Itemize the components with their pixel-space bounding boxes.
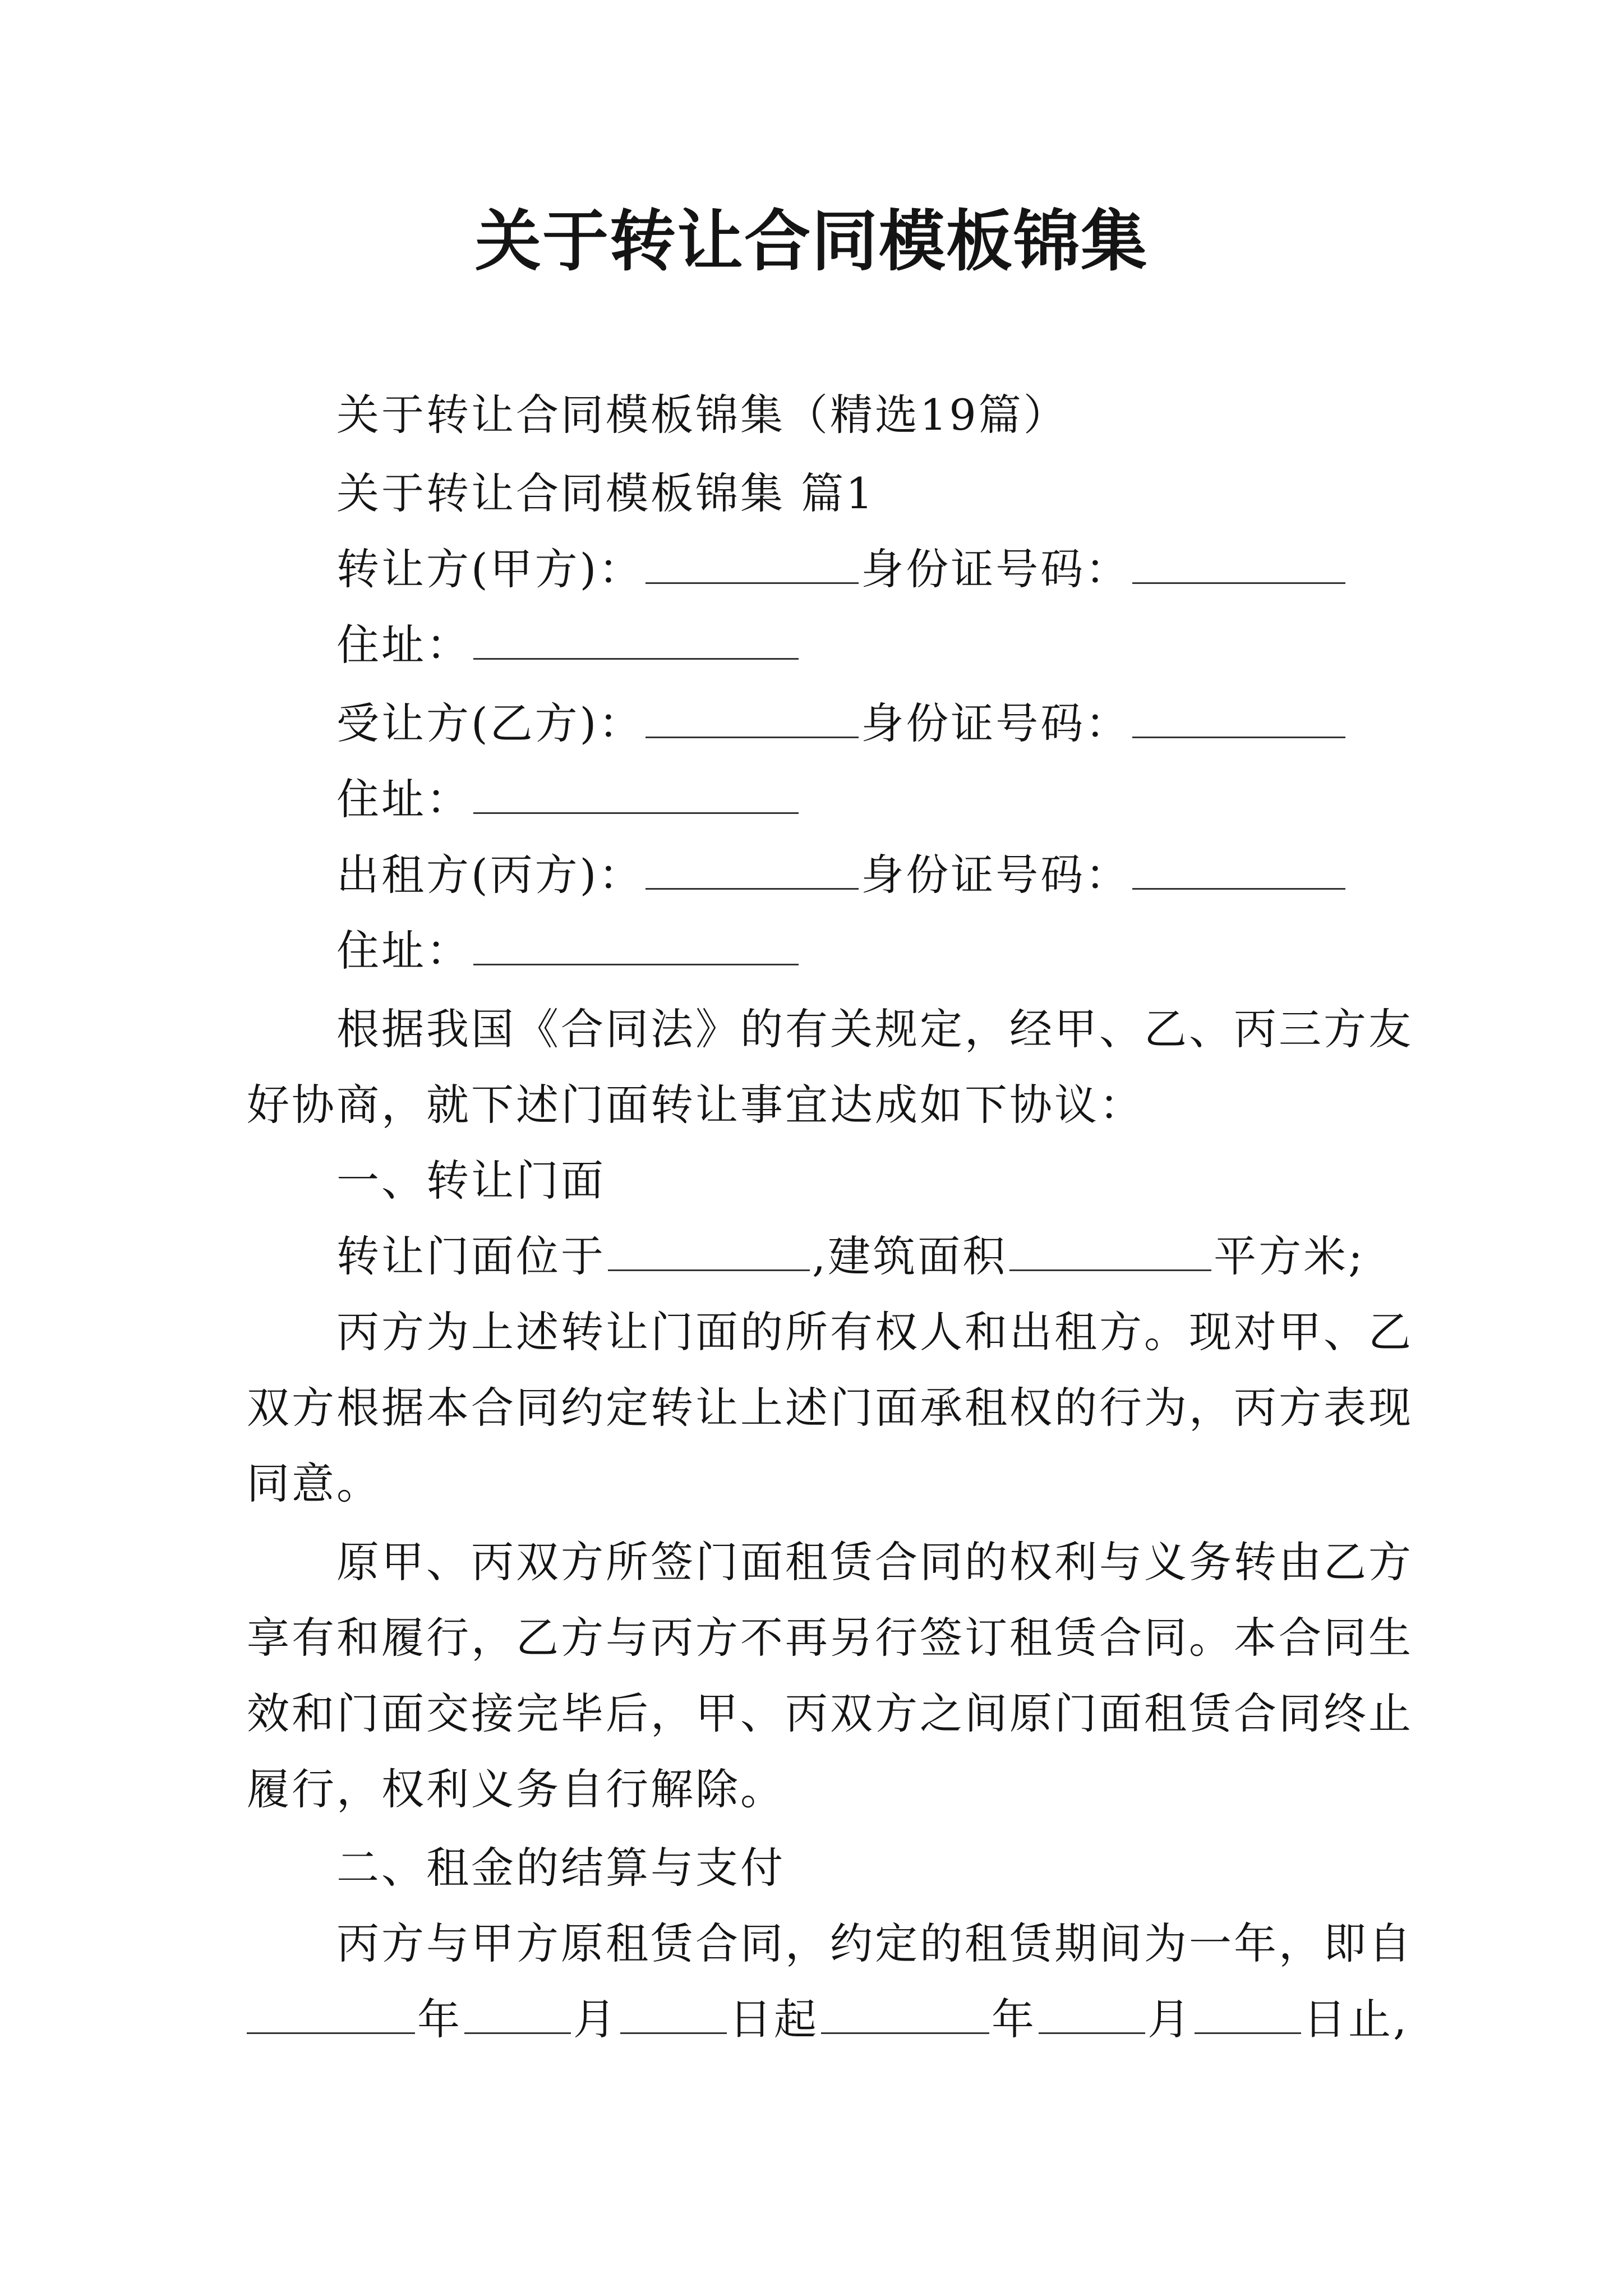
subtitle: 关于转让合同模板锦集（精选19篇）	[336, 390, 1068, 440]
transferor-address-label: 住址：	[336, 620, 471, 670]
end-day-label: 日止,	[1303, 1994, 1409, 2044]
para2-line-3: 效和门面交接完毕后，甲、丙双方之间原门面租赁合同终止	[247, 1688, 1413, 1738]
transferee-address-label: 住址：	[336, 774, 471, 824]
heading-transfer-storefront: 一、转让门面	[336, 1156, 606, 1205]
end-day-blank	[1195, 1993, 1301, 2034]
transferor-address-row	[336, 617, 801, 673]
document-title: 关于转让合同模板锦集	[474, 202, 1148, 280]
end-year-label: 年	[992, 1994, 1036, 2044]
end-month-blank	[1039, 1993, 1145, 2034]
para2-line-4: 履行，权利义务自行解除。	[247, 1764, 785, 1814]
lessor-row	[336, 847, 1348, 903]
end-year-blank	[821, 1993, 989, 2034]
transferee-label: 受让方(乙方)：	[336, 698, 644, 748]
lessor-address-row	[336, 923, 801, 979]
date-range-row	[247, 1991, 1409, 2047]
end-month-label: 月	[1147, 1994, 1192, 2044]
transferor-address-blank	[473, 619, 799, 660]
para3-line-1: 丙方与甲方原租赁合同，约定的租赁期间为一年，即自	[336, 1918, 1413, 1968]
para2-line-1: 原甲、丙双方所签门面租赁合同的权利与义务转由乙方	[336, 1537, 1413, 1587]
transferor-label: 转让方(甲方)：	[336, 544, 644, 594]
lessor-label: 出租方(丙方)：	[336, 850, 644, 900]
transferor-name-blank	[645, 543, 859, 584]
heading-rent-settlement: 二、租金的结算与支付	[336, 1843, 785, 1893]
transferee-id-label: 身份证号码：	[861, 698, 1131, 748]
start-month-label: 月	[573, 1994, 618, 2044]
transferee-address-row	[336, 771, 801, 827]
transferee-id-blank	[1132, 697, 1345, 738]
transferor-id-blank	[1132, 543, 1345, 584]
area-blank	[1009, 1230, 1211, 1271]
para1-line-3: 同意。	[247, 1458, 381, 1508]
intro-line-2: 好协商，就下述门面转让事宜达成如下协议：	[247, 1080, 1144, 1130]
lessor-name-blank	[645, 849, 859, 890]
lessor-id-label: 身份证号码：	[861, 850, 1131, 900]
para1-line-2: 双方根据本合同约定转让上述门面承租权的行为，丙方表现	[247, 1383, 1413, 1433]
transferee-address-blank	[473, 773, 799, 814]
transferor-id-label: 身份证号码：	[861, 544, 1131, 594]
lessor-address-blank	[473, 924, 799, 965]
transferor-row	[336, 541, 1348, 597]
start-day-blank	[620, 1993, 727, 2034]
para2-line-2: 享有和履行，乙方与丙方不再另行签订租赁合同。本合同生	[247, 1613, 1413, 1663]
start-month-blank	[464, 1993, 571, 2034]
location-blank	[608, 1230, 810, 1271]
transferee-row	[336, 696, 1348, 752]
transferee-name-blank	[645, 697, 859, 738]
lessor-id-blank	[1132, 849, 1345, 890]
location-prefix: 转让门面位于	[336, 1231, 606, 1281]
para1-line-1: 丙方为上述转让门面的所有权人和出租方。现对甲、乙	[336, 1307, 1413, 1357]
lessor-address-label: 住址：	[336, 926, 471, 976]
area-label: ,建筑面积	[812, 1231, 1008, 1281]
section-heading: 关于转让合同模板锦集 篇1	[336, 468, 875, 518]
start-day-label: 日起	[729, 1994, 819, 2044]
start-year-blank	[247, 1993, 415, 2034]
area-unit: 平方米;	[1214, 1231, 1365, 1281]
intro-line-1: 根据我国《合同法》的有关规定，经甲、乙、丙三方友	[336, 1004, 1413, 1054]
location-row	[336, 1228, 1365, 1285]
start-year-label: 年	[417, 1994, 462, 2044]
